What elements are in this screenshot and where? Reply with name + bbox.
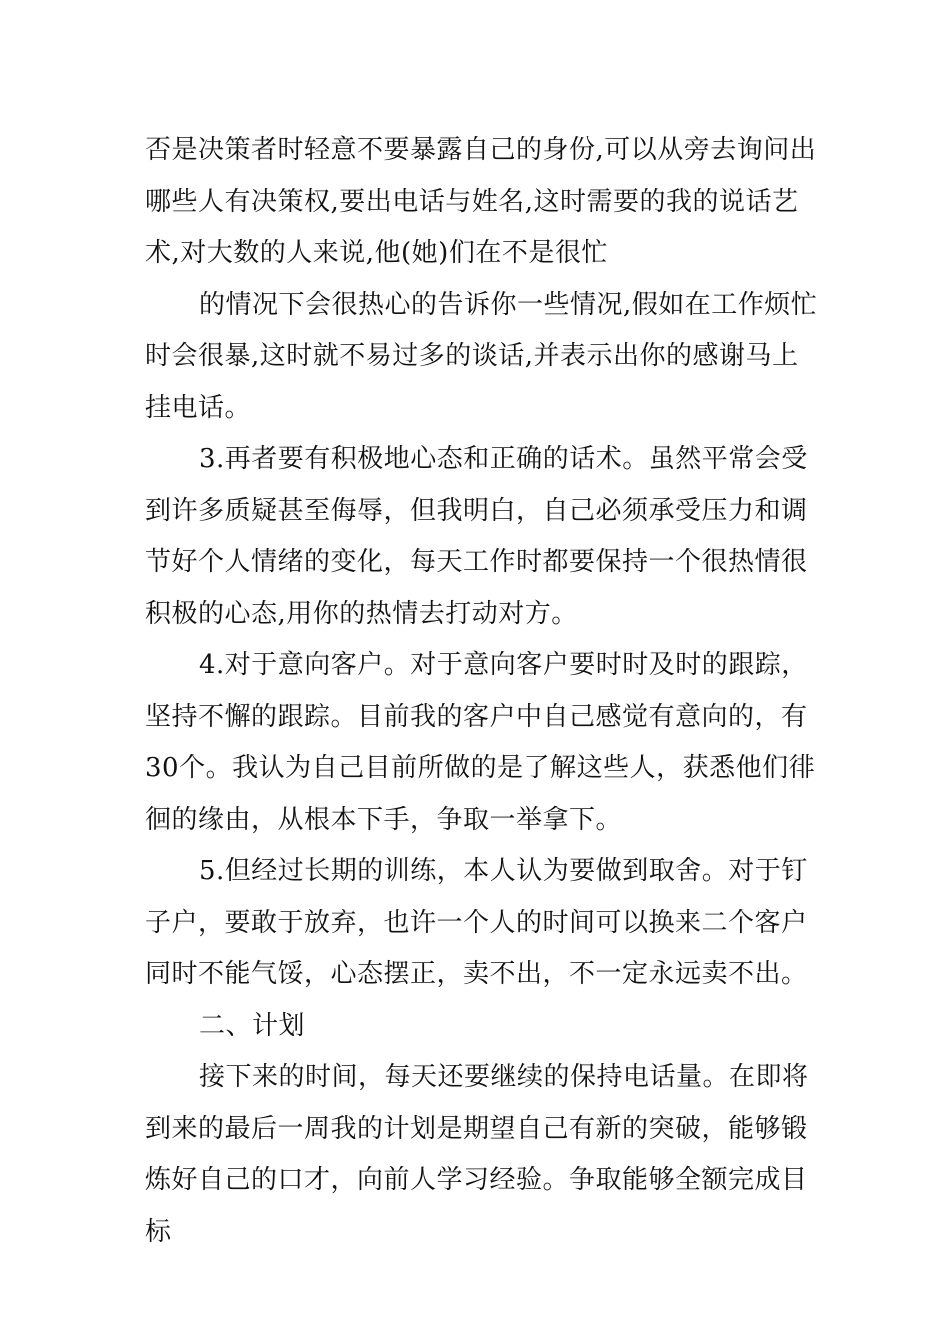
text-line: 5.但经过长期的训练，本人认为要做到取舍。对于钉 xyxy=(199,856,808,886)
text-line: 标 xyxy=(145,1216,172,1247)
text-line: 子户，要敢于放弃，也许一个人的时间可以换来二个客户 xyxy=(145,907,808,938)
text-line: 接下来的时间，每天还要继续的保持电话量。在即将 xyxy=(199,1062,809,1092)
text-line: 的情况下会很热心的告诉你一些情况,假如在工作烦忙 xyxy=(199,289,818,320)
text-line: 到来的最后一周我的计划是期望自己有新的突破，能够锻 xyxy=(145,1113,808,1144)
text-line: 积极的心态,用你的热情去打动对方。 xyxy=(145,598,578,629)
text-line: 3.再者要有积极地心态和正确的话术。虽然平常会受 xyxy=(199,444,808,474)
text-line: 到许多质疑甚至侮辱，但我明白，自己必须承受压力和调 xyxy=(145,495,808,526)
text-line: 挂电话。 xyxy=(145,392,252,423)
text-line: 30个。我认为自己目前所做的是了解这些人，获悉他们徘 xyxy=(145,753,816,783)
text-line: 4.对于意向客户。对于意向客户要时时及时的跟踪， xyxy=(199,650,808,680)
text-line: 时会很暴,这时就不易过多的谈话,并表示出你的感谢马上 xyxy=(145,341,799,371)
text-line: 徊的缘由，从根本下手，争取一举拿下。 xyxy=(145,804,623,835)
text-line: 节好个人情绪的变化，每天工作时都要保持一个很热情很 xyxy=(145,547,808,577)
section-heading: 二、计划 xyxy=(199,1010,306,1041)
text-line: 同时不能气馁，心态摆正，卖不出，不一定永远卖不出。 xyxy=(145,959,808,989)
text-line: 术,对大数的人来说,他(她)们在不是很忙 xyxy=(145,238,608,268)
text-line: 哪些人有决策权,要出电话与姓名,这时需要的我的说话艺 xyxy=(145,186,799,217)
document-body xyxy=(145,125,818,1258)
text-line: 坚持不懈的跟踪。目前我的客户中自己感觉有意向的，有 xyxy=(145,701,808,732)
text-line: 炼好自己的口才，向前人学习经验。争取能够全额完成目 xyxy=(145,1165,808,1195)
text-line: 否是决策者时轻意不要暴露自己的身份,可以从旁去询问出 xyxy=(145,135,817,165)
